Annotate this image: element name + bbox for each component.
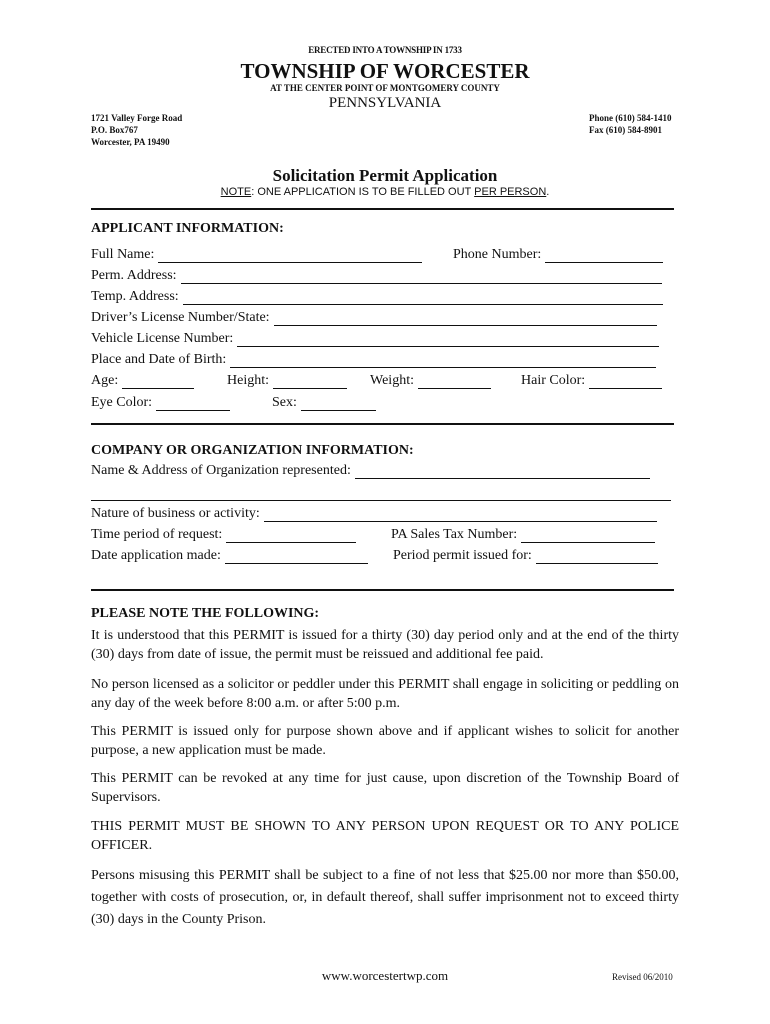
form-note (0, 186, 770, 198)
date-application-field (91, 548, 368, 564)
note-paragraph: It is understood that this PERMIT is issued for a thirty (30) day period only and at the end of the thirty (30) days from date of issue, the permit must be reissued and additional fee paid. (91, 628, 679, 662)
note-paragraph: Persons misusing this PERMIT shall be subject to a fine of not less that $25.00 nor more than $50.00, together with costs of prosecution, or, in default thereof, shall suffer imprisonment not to exceed thirty (30) days in the County Prison. (91, 868, 679, 927)
note-label: NOTE (220, 186, 252, 198)
age-field (91, 373, 194, 389)
state-title: PENNSYLVANIA (328, 95, 442, 111)
vehicle-license-field (91, 331, 659, 347)
eye-color-field (91, 395, 230, 411)
org-address-continuation-input[interactable] (91, 499, 671, 501)
org-name-address-label: Name & Address of Organization represented: (91, 463, 351, 478)
vehicle-license-input[interactable] (237, 332, 659, 347)
hair-color-input[interactable] (589, 374, 662, 389)
org-name-address-input[interactable] (355, 464, 650, 479)
sex-field (272, 395, 376, 411)
time-period-input[interactable] (226, 528, 356, 543)
drivers-license-field (91, 310, 657, 326)
section-divider (91, 589, 674, 591)
full-name-field (91, 247, 422, 263)
nature-of-business-input[interactable] (264, 507, 657, 522)
sex-input[interactable] (301, 396, 376, 411)
note-middle: : ONE APPLICATION IS TO BE FILLED OUT (251, 186, 475, 198)
pa-sales-tax-input[interactable] (521, 528, 655, 543)
perm-address-field (91, 268, 662, 284)
temp-address-input[interactable] (183, 290, 663, 305)
county-subtitle: AT THE CENTER POINT OF MONTGOMERY COUNTY (270, 83, 500, 93)
contact-phone: Phone (610) 584-1410 (589, 113, 672, 123)
form-title: Solicitation Permit Application (272, 166, 498, 185)
applicant-heading: APPLICANT INFORMATION: (91, 221, 284, 236)
address-street: 1721 Valley Forge Road (91, 113, 183, 123)
eye-color-input[interactable] (156, 396, 230, 411)
org-name-address-field (91, 463, 650, 479)
place-date-birth-field (91, 352, 656, 368)
section-divider (91, 423, 674, 425)
note-paragraph: THIS PERMIT MUST BE SHOWN TO ANY PERSON UPON REQUEST OR TO ANY POLICE OFFICER. (91, 819, 679, 853)
footer-website: www.worcestertwp.com (321, 968, 449, 983)
erected-text: ERECTED INTO A TOWNSHIP IN 1733 (308, 45, 462, 55)
time-period-label: Time period of request: (91, 527, 223, 542)
weight-label: Weight: (370, 373, 414, 388)
perm-address-label: Perm. Address: (91, 268, 177, 283)
pa-sales-tax-field (391, 527, 655, 543)
date-application-input[interactable] (225, 549, 368, 564)
full-name-input[interactable] (158, 248, 422, 263)
township-title: TOWNSHIP OF WORCESTER (240, 59, 530, 83)
period-issued-input[interactable] (536, 549, 658, 564)
township-contact (589, 112, 672, 136)
company-heading: COMPANY OR ORGANIZATION INFORMATION: (91, 443, 414, 458)
note-end: . (546, 186, 550, 198)
contact-fax: Fax (610) 584-8901 (589, 125, 662, 135)
drivers-license-input[interactable] (274, 311, 657, 326)
period-issued-field (393, 548, 658, 564)
note-paragraph: No person licensed as a solicitor or peddler under this PERMIT shall engage in soliciting or peddling on any day of the week before 8:00 a.m. or after 5:00 p.m. (91, 677, 679, 711)
age-input[interactable] (122, 374, 194, 389)
revision-date: Revised 06/2010 (612, 972, 673, 982)
phone-number-label: Phone Number: (453, 247, 542, 262)
note-paragraph: This PERMIT is issued only for purpose shown above and if applicant wishes to solicit for another purpose, a new application must be made. (91, 724, 679, 758)
height-label: Height: (227, 373, 269, 388)
pa-sales-tax-label: PA Sales Tax Number: (391, 527, 518, 542)
nature-of-business-field (91, 506, 657, 522)
notes-heading: PLEASE NOTE THE FOLLOWING: (91, 606, 320, 621)
phone-number-field (453, 247, 663, 263)
height-input[interactable] (273, 374, 347, 389)
date-application-label: Date application made: (91, 548, 221, 563)
eye-color-label: Eye Color: (91, 395, 153, 410)
nature-of-business-label: Nature of business or activity: (91, 506, 260, 521)
place-date-birth-label: Place and Date of Birth: (91, 352, 227, 367)
height-field (227, 373, 347, 389)
period-issued-label: Period permit issued for: (393, 548, 532, 563)
age-label: Age: (91, 373, 119, 388)
vehicle-license-label: Vehicle License Number: (91, 331, 234, 346)
section-divider (91, 208, 674, 210)
temp-address-label: Temp. Address: (91, 289, 179, 304)
address-city: Worcester, PA 19490 (91, 137, 170, 147)
perm-address-input[interactable] (181, 269, 662, 284)
note-per-person: PER PERSON (474, 186, 547, 198)
phone-number-input[interactable] (545, 248, 663, 263)
drivers-license-label: Driver’s License Number/State: (91, 310, 270, 325)
hair-color-label: Hair Color: (521, 373, 586, 388)
note-paragraph: This PERMIT can be revoked at any time for just cause, upon discretion of the Township Board of Supervisors. (91, 771, 679, 805)
full-name-label: Full Name: (91, 247, 155, 262)
temp-address-field (91, 289, 663, 305)
place-date-birth-input[interactable] (230, 353, 656, 368)
township-address (91, 112, 182, 148)
address-po-box: P.O. Box767 (91, 125, 138, 135)
time-period-field (91, 527, 356, 543)
sex-label: Sex: (272, 395, 297, 410)
hair-color-field (521, 373, 662, 389)
weight-input[interactable] (418, 374, 491, 389)
weight-field (370, 373, 491, 389)
